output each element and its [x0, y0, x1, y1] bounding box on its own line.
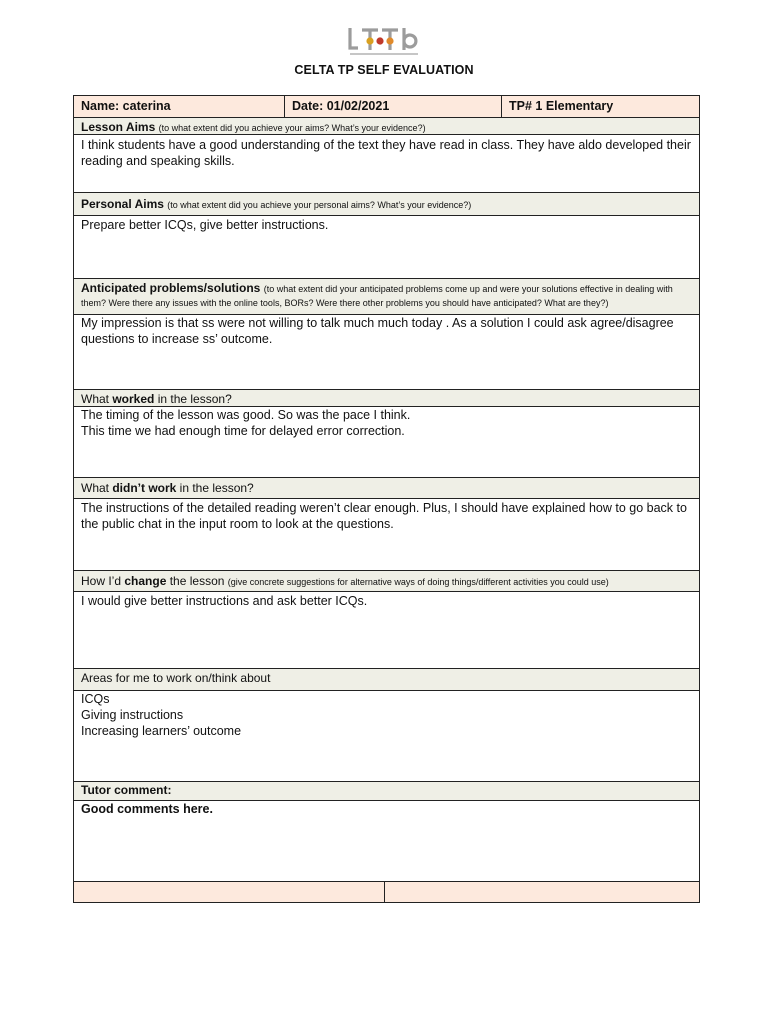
- change-answer: I would give better instructions and ask better ICQs.: [81, 594, 368, 608]
- anticipated-label: Anticipated problems/solutions: [81, 281, 261, 295]
- worked-answer-row: [74, 407, 699, 478]
- change-header: [74, 571, 699, 592]
- footer-cell-left: [74, 882, 384, 902]
- worked-heading: [74, 390, 699, 406]
- tutor-heading: Tutor comment:: [81, 783, 172, 797]
- footer-cell-right: [384, 882, 699, 902]
- logo-dot-yellow: [366, 37, 373, 44]
- change-pre: How I’d: [81, 574, 125, 588]
- personal-aims-label: Personal Aims: [81, 197, 164, 211]
- change-hint: (give concrete suggestions for alternative ways of doing things/different activities you could use): [227, 577, 609, 587]
- anticipated-header: [74, 279, 699, 315]
- tutor-answer: Good comments here.: [81, 802, 213, 816]
- change-heading: [74, 571, 699, 591]
- worked-header: [74, 390, 699, 407]
- areas-answer: ICQs Giving instructions Increasing learners’ outcome: [81, 692, 242, 738]
- worked-answer: The timing of the lesson was good. So was the pace I think. This time we had enough time for delayed error correction.: [81, 408, 411, 438]
- document-title: CELTA TP SELF EVALUATION: [294, 63, 474, 77]
- areas-answer-row: [74, 691, 699, 782]
- name-cell: Name: caterina: [81, 99, 171, 113]
- personal-aims-answer-row: [74, 216, 699, 279]
- logo-dot-orange: [386, 37, 393, 44]
- personal-aims-header: [74, 193, 699, 216]
- personal-aims-answer: Prepare better ICQs, give better instructions.: [81, 218, 329, 232]
- date-cell: Date: 01/02/2021: [284, 96, 501, 117]
- worked-pre: What: [81, 392, 113, 406]
- didnt-work-header: [74, 478, 699, 499]
- header-row: [74, 96, 699, 118]
- logo-dot-red: [376, 37, 383, 44]
- didnt-work-answer: The instructions of the detailed reading weren’t clear enough. Plus, I should have explained how to go back to the public chat in the input room to look at the questions.: [81, 501, 687, 531]
- lesson-aims-answer: I think students have a good understanding of the text they have read in class. They have aldo developed their reading and speaking skills.: [81, 138, 691, 168]
- change-post: the lesson: [166, 574, 228, 588]
- worked-post: in the lesson?: [154, 392, 232, 406]
- anticipated-hint: (to what extent did your anticipated problems come up and were your solutions effective in dealing with them? Were there any issues with the online tools, BORs? Were there other problems you should have anticipated? What are they?): [81, 284, 673, 308]
- didnt-work-post: in the lesson?: [176, 481, 254, 495]
- lesson-aims-header: [74, 118, 699, 135]
- footer-row: [74, 882, 699, 902]
- change-bold: change: [124, 574, 167, 588]
- tutor-answer-row: [74, 801, 699, 882]
- didnt-work-pre: What: [81, 481, 113, 495]
- worked-bold: worked: [112, 392, 155, 406]
- lesson-aims-hint: (to what extent did you achieve your aims? What’s your evidence?): [158, 123, 426, 133]
- didnt-work-bold: didn’t work: [112, 481, 177, 495]
- evaluation-form: [73, 95, 700, 903]
- personal-aims-hint: (to what extent did you achieve your personal aims? What’s your evidence?): [167, 200, 472, 210]
- lesson-aims-answer-row: [74, 135, 699, 193]
- areas-heading: Areas for me to work on/think about: [81, 671, 271, 685]
- didnt-work-answer-row: [74, 499, 699, 571]
- anticipated-answer-row: [74, 315, 699, 390]
- didnt-work-heading: [74, 478, 699, 498]
- anticipated-heading: [74, 279, 699, 314]
- lesson-aims-heading: [74, 118, 699, 134]
- tp-cell: TP# 1 Elementary: [501, 96, 699, 117]
- logo-tagline-bar: [350, 53, 418, 55]
- anticipated-answer: My impression is that ss were not willing to talk much much today . As a solution I could ask agree/disagree questions to increase ss’ outcome.: [81, 316, 674, 346]
- change-answer-row: [74, 592, 699, 669]
- lesson-aims-label: Lesson Aims: [81, 120, 156, 134]
- areas-header: [74, 669, 699, 691]
- personal-aims-heading: [74, 193, 699, 215]
- lttb-logo: [344, 26, 424, 58]
- tutor-header: [74, 782, 699, 801]
